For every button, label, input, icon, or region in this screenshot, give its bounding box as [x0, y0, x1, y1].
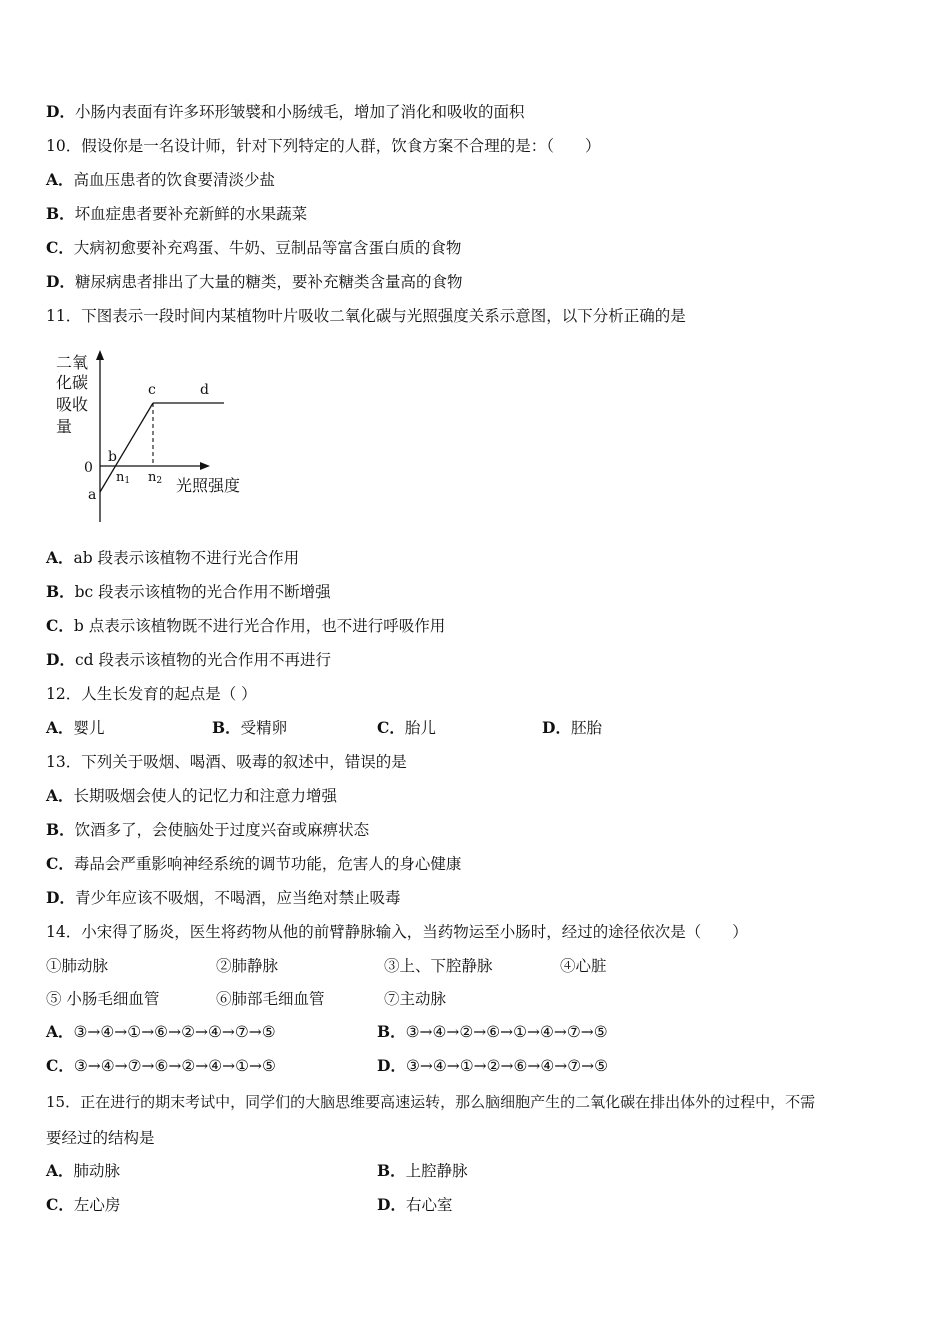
option-text: 长期吸烟会使人的记忆力和注意力增强	[73, 787, 338, 805]
option-letter: C．	[46, 616, 74, 635]
y-label-line3: 吸收	[56, 395, 89, 414]
q15-stem-line2: 要经过的结构是	[46, 1129, 155, 1147]
option-text: ③→④→①→⑥→②→④→⑦→⑤	[73, 1023, 276, 1041]
q13-option-b	[46, 820, 369, 840]
q15-stem-line1: 15．正在进行的期末考试中，同学们的大脑思维要高速运转，那么脑细胞产生的二氧化碳在排出体外的过程中，不需	[46, 1093, 816, 1111]
q14-option-a	[46, 1022, 276, 1042]
q15-option-b	[377, 1161, 468, 1181]
y-label-line2: 化碳	[56, 373, 89, 392]
option-letter: D．	[46, 888, 75, 907]
option-text: 大病初愈要补充鸡蛋、牛奶、豆制品等富含蛋白质的食物	[73, 239, 462, 257]
option-letter: C．	[46, 1056, 74, 1075]
option-letter: A．	[46, 718, 74, 737]
q11-stem: 11．下图表示一段时间内某植物叶片吸收二氧化碳与光照强度关系示意图，以下分析正确的是	[46, 307, 686, 325]
point-a-label: a	[88, 487, 97, 503]
option-letter: C．	[46, 854, 74, 873]
option-text: ab 段表示该植物不进行光合作用	[73, 549, 300, 567]
option-letter: D．	[377, 1195, 406, 1214]
option-text: ③→④→⑦→⑥→②→④→①→⑤	[73, 1057, 276, 1075]
option-text: ③→④→①→②→⑥→④→⑦→⑤	[405, 1057, 609, 1075]
q12-option-d	[542, 718, 602, 738]
q14-item: ⑥肺部毛细血管	[216, 990, 325, 1008]
option-letter: A．	[46, 1022, 74, 1041]
option-letter: A．	[46, 170, 74, 189]
q13-option-a	[46, 786, 337, 806]
option-letter: D．	[46, 272, 75, 291]
option-text: 受精卵	[240, 719, 288, 737]
q15-option-d	[377, 1195, 452, 1215]
x-label: 光照强度	[176, 476, 241, 495]
option-text: bc 段表示该植物的光合作用不断增强	[74, 583, 331, 601]
option-letter: C．	[46, 238, 74, 257]
option-letter: D．	[46, 650, 75, 669]
option-letter: D．	[377, 1056, 406, 1075]
option-letter: B．	[46, 820, 75, 839]
option-text: 上腔静脉	[405, 1162, 468, 1180]
q11-option-d	[46, 650, 331, 670]
q10-stem: 10．假设你是一名设计师，针对下列特定的人群，饮食方案不合理的是：（ ）	[46, 137, 601, 155]
q14-item: ③上、下腔静脉	[384, 957, 493, 975]
origin-label: 0	[84, 460, 93, 476]
point-d-label: d	[200, 382, 209, 398]
q10-option-b	[46, 204, 307, 224]
option-text: 糖尿病患者排出了大量的糖类，要补充糖类含量高的食物	[74, 273, 463, 291]
option-letter: C．	[46, 1195, 74, 1214]
q12-option-a	[46, 718, 105, 738]
option-text: 坏血症患者要补充新鲜的水果蔬菜	[74, 205, 308, 223]
option-text: ③→④→②→⑥→①→④→⑦→⑤	[405, 1023, 608, 1041]
q10-option-c	[46, 238, 461, 258]
option-text: 毒品会严重影响神经系统的调节功能，危害人的身心健康	[73, 855, 462, 873]
q14-item: ②肺静脉	[216, 957, 279, 975]
q14-option-c	[46, 1056, 276, 1076]
q15-option-c	[46, 1195, 120, 1215]
q14-option-d	[377, 1056, 608, 1076]
q14-item: ①肺动脉	[46, 957, 109, 975]
option-text: 青少年应该不吸烟，不喝酒，应当绝对禁止吸毒	[74, 889, 401, 907]
q11-option-b	[46, 582, 331, 602]
option-letter: B．	[377, 1022, 406, 1041]
q11-option-c	[46, 616, 445, 636]
y-label-line4: 量	[56, 417, 73, 436]
co2-light-graph	[52, 348, 262, 528]
point-c-label: c	[148, 382, 156, 398]
n1-label: n1	[116, 470, 131, 486]
option-letter: D．	[46, 102, 75, 121]
q13-option-c	[46, 854, 461, 874]
option-text: 胚胎	[570, 719, 602, 737]
q14-item: ⑤ 小肠毛细血管	[46, 990, 160, 1008]
q14-item: ④心脏	[560, 957, 607, 975]
q14-stem: 14．小宋得了肠炎，医生将药物从他的前臂静脉输入，当药物运至小肠时，经过的途径依次是（ ）	[46, 923, 748, 941]
q12-stem: 12．人生长发育的起点是（ ）	[46, 685, 257, 703]
option-letter: B．	[46, 582, 75, 601]
y-axis-arrow-icon	[96, 350, 104, 360]
q9-option-d	[46, 102, 524, 122]
option-letter: B．	[46, 204, 75, 223]
q15-option-a	[46, 1161, 120, 1181]
option-letter: B．	[212, 718, 241, 737]
option-text: 肺动脉	[73, 1162, 121, 1180]
x-axis-arrow-icon	[200, 462, 210, 470]
y-label-line1: 二氧	[56, 353, 89, 372]
q13-stem: 13．下列关于吸烟、喝酒、吸毒的叙述中，错误的是	[46, 753, 407, 771]
q14-option-b	[377, 1022, 608, 1042]
option-text: 高血压患者的饮食要清淡少盐	[73, 171, 276, 189]
q12-option-b	[212, 718, 287, 738]
option-text: 胎儿	[404, 719, 436, 737]
option-text: 饮酒多了，会使脑处于过度兴奋或麻痹状态	[74, 821, 370, 839]
q11-option-a	[46, 548, 299, 568]
option-letter: A．	[46, 1161, 74, 1180]
option-letter: D．	[542, 718, 571, 737]
option-letter: B．	[377, 1161, 406, 1180]
q14-item: ⑦主动脉	[384, 990, 447, 1008]
option-text: 左心房	[73, 1196, 121, 1214]
option-text: 婴儿	[73, 719, 105, 737]
q10-option-d	[46, 272, 462, 292]
option-letter: A．	[46, 786, 74, 805]
option-text: b 点表示该植物既不进行光合作用，也不进行呼吸作用	[73, 617, 446, 635]
option-text: 小肠内表面有许多环形皱襞和小肠绒毛，增加了消化和吸收的面积	[74, 103, 525, 121]
q12-option-c	[377, 718, 436, 738]
q13-option-d	[46, 888, 400, 908]
option-letter: A．	[46, 548, 74, 567]
point-b-label: b	[108, 449, 117, 465]
option-text: 右心室	[405, 1196, 453, 1214]
q10-option-a	[46, 170, 275, 190]
option-letter: C．	[377, 718, 405, 737]
option-text: cd 段表示该植物的光合作用不再进行	[74, 651, 331, 669]
n2-label: n2	[148, 470, 163, 486]
